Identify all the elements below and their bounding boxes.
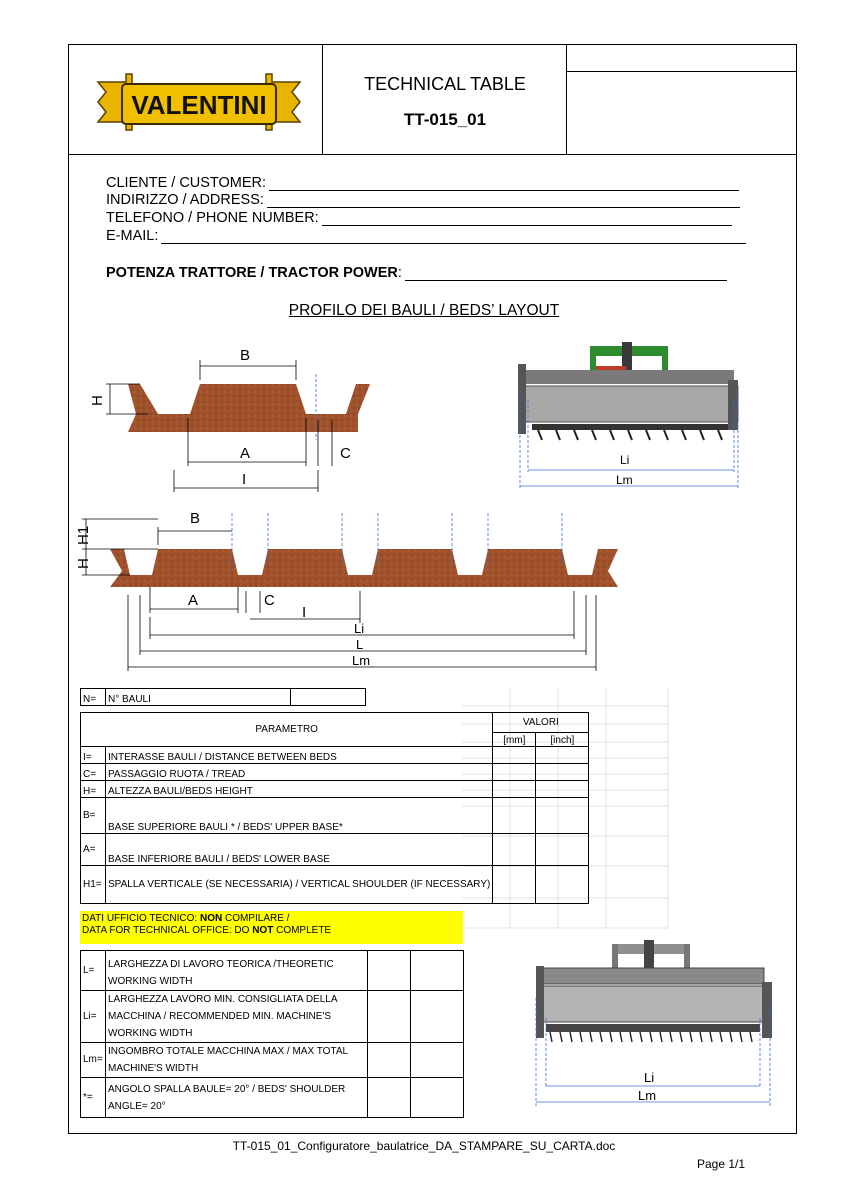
- document-code: TT-015_01: [403, 110, 487, 129]
- label-a: A: [240, 445, 251, 462]
- inch-value-cell: [411, 951, 464, 991]
- inch-input-cell[interactable]: [536, 866, 589, 904]
- technical-office-table: [80, 950, 464, 1118]
- table-row: H= ALTEZZA BAULI/BEDS HEIGHT: [81, 781, 589, 798]
- label-h-multi: H: [75, 558, 92, 569]
- label-li-top: Li: [620, 453, 630, 467]
- table-row: *= ANGOLO SPALLA BAULE= 20° / BEDS' SHOULDER ANGLE= 20°: [81, 1078, 464, 1118]
- label-b-multi: B: [190, 510, 201, 527]
- label-c-multi: C: [264, 592, 275, 609]
- single-bed-profile-diagram: [88, 340, 378, 495]
- mm-input-cell[interactable]: [493, 798, 536, 834]
- multi-bed-profile-diagram: [74, 505, 634, 677]
- inch-input-cell[interactable]: [536, 781, 589, 798]
- unit-mm-header: [mm]: [493, 733, 536, 747]
- mm-input-cell[interactable]: [493, 834, 536, 866]
- valentini-logo: [96, 70, 302, 134]
- label-h: H: [89, 395, 106, 406]
- table-row: L= LARGHEZZA DI LAVORO TEORICA /THEORETIC WORKING WIDTH: [81, 951, 464, 991]
- mm-value-cell: [368, 1043, 411, 1078]
- email-field: E-MAIL:: [106, 228, 746, 244]
- mm-value-cell: [368, 1078, 411, 1118]
- machine-rear-view-image-2: [526, 938, 776, 1110]
- document-title: TECHNICAL TABLE: [364, 74, 526, 94]
- label-lm-bottom: Lm: [638, 1088, 657, 1103]
- label-b: B: [240, 347, 251, 364]
- table-row: Lm= INGOMBRO TOTALE MACCHINA MAX / MAX TOTAL MACHINE'S WIDTH: [81, 1043, 464, 1078]
- n-prefix: N=: [81, 689, 106, 706]
- inch-input-cell[interactable]: [536, 798, 589, 834]
- page-number: Page 1/1: [697, 1157, 746, 1171]
- tractor-power-field: POTENZA TRATTORE / TRACTOR POWER :: [106, 265, 727, 281]
- label-i-multi: I: [302, 604, 307, 621]
- inch-input-cell[interactable]: [536, 764, 589, 781]
- mm-input-cell[interactable]: [493, 866, 536, 904]
- table-row: H1= SPALLA VERTICALE (SE NECESSARIA) / VERTICAL SHOULDER (IF NECESSARY): [81, 866, 589, 904]
- mm-input-cell[interactable]: [493, 764, 536, 781]
- label-lm-multi: Lm: [352, 653, 371, 668]
- header-revision-line: [566, 71, 797, 72]
- inch-value-cell: [411, 991, 464, 1043]
- footer-filename: TT-015_01_Configuratore_baulatrice_DA_STAMPARE_SU_CARTA.doc: [232, 1139, 616, 1153]
- mm-input-cell[interactable]: [493, 747, 536, 764]
- n-beds-table: [80, 688, 366, 706]
- label-li-multi: Li: [354, 621, 365, 636]
- mm-value-cell: [368, 991, 411, 1043]
- n-label: N° BAULI: [106, 689, 291, 706]
- header-col-divider-2: [566, 44, 567, 154]
- svg-text:VALENTINI: VALENTINI: [131, 90, 267, 120]
- inch-input-cell[interactable]: [536, 747, 589, 764]
- label-li-bottom: Li: [644, 1070, 655, 1085]
- address-field: INDIRIZZO / ADDRESS:: [106, 192, 740, 208]
- n-value-cell[interactable]: [291, 689, 366, 706]
- label-lm-top: Lm: [616, 473, 633, 487]
- label-h1-multi: H1: [75, 525, 92, 545]
- header-col-divider-1: [322, 44, 323, 154]
- machine-rear-view-image: [512, 340, 742, 490]
- label-c: C: [340, 445, 351, 462]
- label-a-multi: A: [188, 592, 199, 609]
- parameters-table: [80, 712, 589, 904]
- param-header: PARAMETRO: [81, 713, 493, 747]
- inch-value-cell: [411, 1078, 464, 1118]
- mm-value-cell: [368, 951, 411, 991]
- values-header: VALORI: [493, 713, 589, 733]
- inch-input-cell[interactable]: [536, 834, 589, 866]
- technical-office-note: DATI UFFICIO TECNICO: NON COMPILARE / DATA FOR TECHNICAL OFFICE: DO NOT COMPLETE: [80, 911, 463, 944]
- label-i: I: [242, 471, 247, 488]
- table-row: C= PASSAGGIO RUOTA / TREAD: [81, 764, 589, 781]
- table-row: B= BASE SUPERIORE BAULI * / BEDS' UPPER BASE*: [81, 798, 589, 834]
- table-row: A= BASE INFERIORE BAULI / BEDS' LOWER BASE: [81, 834, 589, 866]
- mm-input-cell[interactable]: [493, 781, 536, 798]
- inch-value-cell: [411, 1043, 464, 1078]
- customer-field: CLIENTE / CUSTOMER:: [106, 175, 739, 191]
- table-row: I= INTERASSE BAULI / DISTANCE BETWEEN BEDS: [81, 747, 589, 764]
- header-divider: [68, 154, 797, 155]
- unit-inch-header: [inch]: [536, 733, 589, 747]
- label-l-multi: L: [356, 637, 364, 652]
- phone-field: TELEFONO / PHONE NUMBER:: [106, 210, 732, 226]
- section-title: PROFILO DEI BAULI / BEDS’ LAYOUT: [288, 302, 560, 319]
- table-row: Li= LARGHEZZA LAVORO MIN. CONSIGLIATA DELLA MACCHINA / RECOMMENDED MIN. MACHINE'S WORKING WIDTH: [81, 991, 464, 1043]
